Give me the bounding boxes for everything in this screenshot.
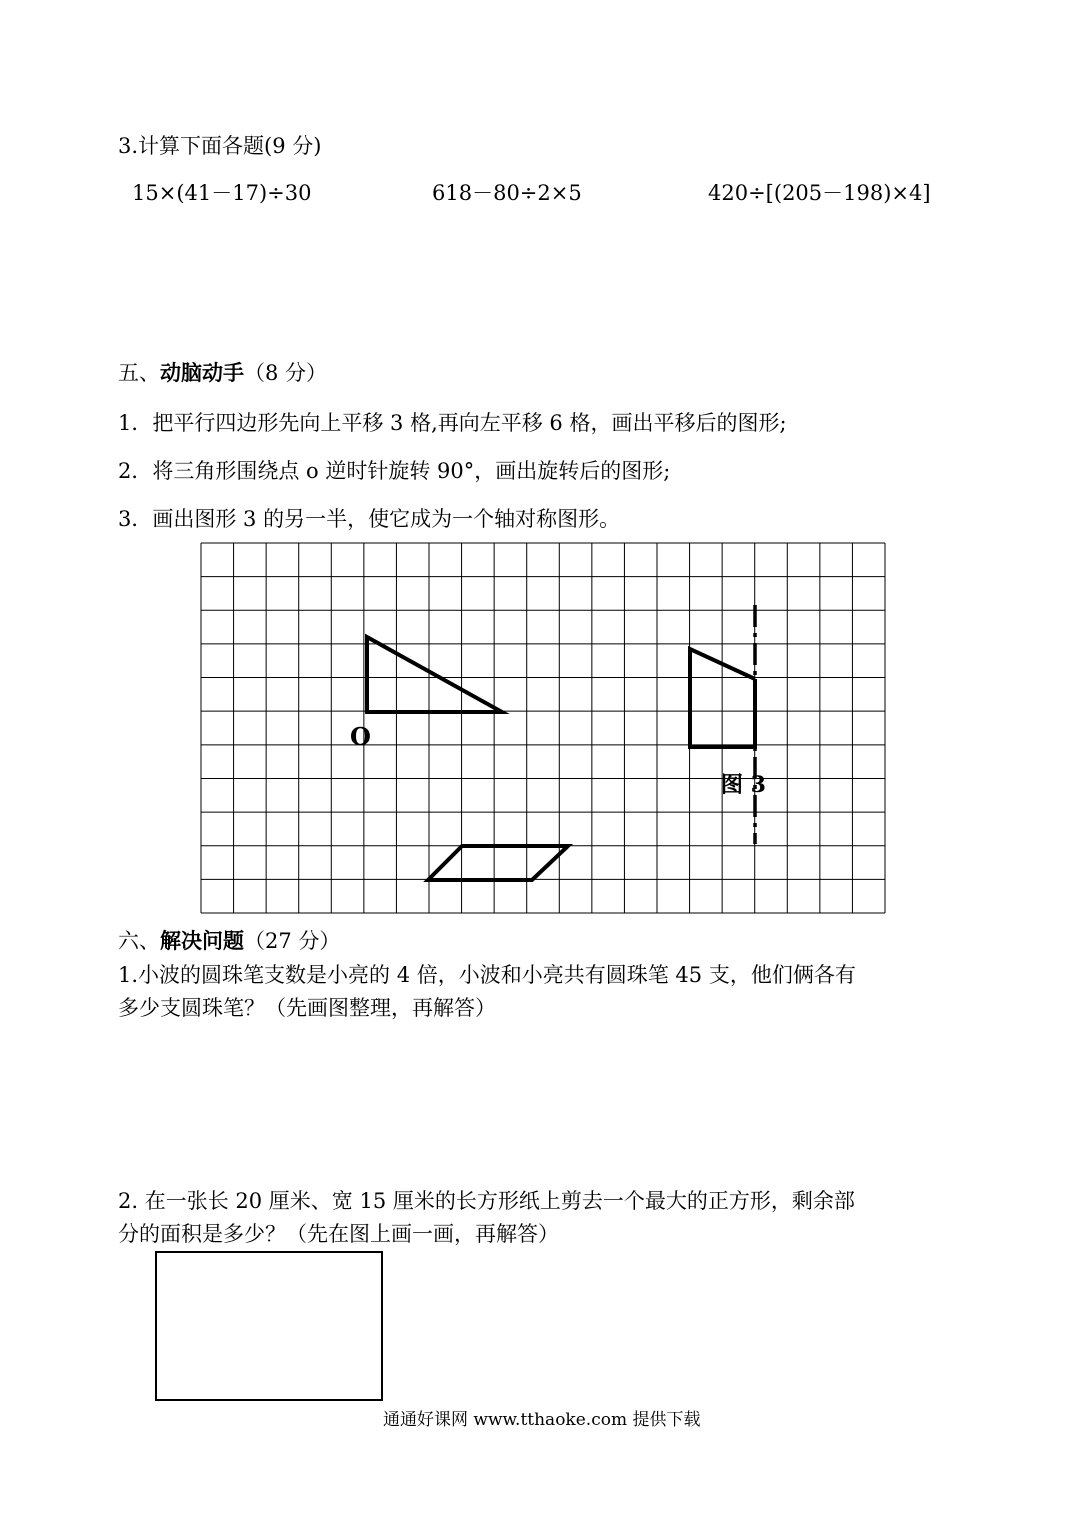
calc-question-title: 3.计算下面各题(9 分) xyxy=(118,134,322,158)
problem2-line1: 2. 在一张长 20 厘米、宽 15 厘米的长方形纸上剪去一个最大的正方形，剩余部 xyxy=(118,1189,855,1213)
triangle-shape xyxy=(367,637,502,712)
section6-title-prefix: 六、 xyxy=(118,929,160,953)
section6-title-suffix: （27 分） xyxy=(244,929,341,953)
section5-title-suffix: （8 分） xyxy=(244,361,328,385)
grid-lines xyxy=(201,543,885,913)
section5-title-bold: 动脑动手 xyxy=(160,360,244,385)
paper-rectangle-drawing xyxy=(155,1251,383,1401)
figure3-label: 图 3 xyxy=(721,772,766,798)
section5-item-2: 2．将三角形围绕点 o 逆时针旋转 90°，画出旋转后的图形; xyxy=(118,459,671,483)
section5-title xyxy=(118,360,327,386)
section5-title-prefix: 五、 xyxy=(118,361,160,385)
grid-figure xyxy=(200,542,886,914)
section6-title-bold: 解决问题 xyxy=(160,928,244,953)
calc-expression-3: 420÷[(205－198)×4] xyxy=(708,181,931,205)
problem1-line2: 多少支圆珠笔？（先画图整理，再解答） xyxy=(118,996,496,1020)
calc-expression-1: 15×(41－17)÷30 xyxy=(132,181,312,205)
section5-item-1: 1．把平行四边形先向上平移 3 格,再向左平移 6 格，画出平移后的图形; xyxy=(118,411,787,435)
parallelogram-shape xyxy=(428,846,568,880)
page-footer: 通通好课网 www.tthaoke.com 提供下载 xyxy=(383,1410,701,1430)
point-o-label: O xyxy=(350,722,371,751)
problem1-line1: 1.小波的圆珠笔支数是小亮的 4 倍，小波和小亮共有圆珠笔 45 支，他们俩各有 xyxy=(118,963,856,987)
section5-item-3: 3．画出图形 3 的另一半，使它成为一个轴对称图形。 xyxy=(118,507,621,531)
calc-expression-2: 618－80÷2×5 xyxy=(432,181,582,205)
section6-title xyxy=(118,928,340,954)
problem2-line2: 分的面积是多少？（先在图上画一画，再解答） xyxy=(118,1222,559,1246)
